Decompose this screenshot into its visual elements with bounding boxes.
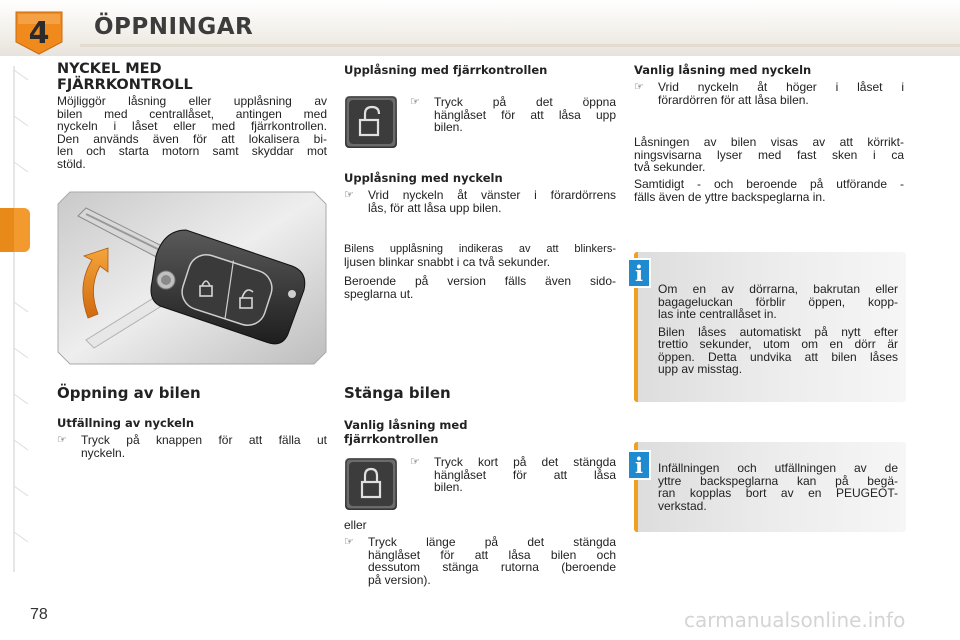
mirror-unfold-paragraph (344, 275, 616, 300)
intro-line: len och starta motorn samt skyddar mot (57, 144, 327, 158)
info-line: trettio sekunder, utom om en dörr är (658, 337, 898, 351)
lock-indication-paragraph (634, 136, 904, 174)
para-line: Låsningen av bilen visas av att körrikt- (634, 135, 904, 149)
lock-key-bullet (634, 81, 904, 106)
chapter-side-tabs[interactable] (0, 66, 30, 572)
bullet-line: Tryck kort på det stängda (434, 455, 616, 469)
info-line: yttre backspeglarna kan på begä- (658, 473, 898, 488)
bullet-line: Vrid nyckeln åt vänster i förardörrens (368, 188, 616, 202)
unlock-remote-bullet (410, 96, 616, 134)
key-illustration (56, 190, 328, 366)
bullet-line: Tryck på knappen för att fälla ut (81, 433, 327, 447)
unlock-remote-heading: Upplåsning med fjärrkontrollen (344, 63, 548, 77)
pointing-hand-icon: ☞ (634, 81, 644, 93)
info-line: Om en av dörrarna, bakrutan eller (658, 282, 898, 296)
para-line: Beroende på version fälls även sido- (344, 274, 616, 288)
para-line: Bilens upplåsning indikeras av att blinkers- (344, 243, 616, 255)
info-line: bagageluckan förblir öppen, kopp- (658, 294, 898, 309)
key-title-line1: NYCKEL MED (57, 61, 162, 77)
info-line: öppen. Detta undvika att bilen låses (658, 349, 898, 364)
or-text: eller (344, 518, 367, 532)
bullet-line: dessutom stänga rutorna (beroende (368, 560, 616, 574)
para-line: två sekunder. (634, 160, 706, 174)
intro-paragraph (57, 95, 327, 170)
intro-line: stöld. (57, 156, 86, 171)
unlock-indication-paragraph (344, 243, 616, 268)
pointing-hand-icon: ☞ (410, 456, 420, 468)
bullet-line: lås, för att låsa upp bilen. (368, 200, 502, 215)
info-line: ran kopplas bort av en PEUGEOT- (658, 486, 898, 500)
chapter-badge (14, 10, 64, 56)
info-line: Bilen låses automatiskt på nytt efter (658, 324, 898, 339)
lock-remote-bullet (410, 456, 616, 494)
bullet-line: bilen. (434, 480, 463, 494)
bullet-line: Vrid nyckeln åt höger i låset i (658, 80, 904, 94)
pointing-hand-icon: ☞ (410, 96, 420, 108)
bullet-line: på version). (368, 572, 431, 587)
info-box-2-text (658, 462, 898, 512)
chapter-number: 4 (28, 16, 50, 51)
lock-car-heading: Stänga bilen (344, 384, 451, 402)
fold-out-key-heading: Utfällning av nyckeln (57, 416, 195, 430)
bullet-line: förardörren för att låsa bilen. (658, 92, 809, 107)
bullet-line: hänglåset för att låsa (434, 467, 616, 482)
para-line: Samtidigt - och beroende på utförande - (634, 177, 904, 191)
lock-remote-heading-line2: fjärrkontrollen (344, 432, 439, 446)
para-line: ningsvisarna lyser med fast sken i ca (634, 147, 904, 162)
para-line: fälls även de yttre backspeglarna in. (634, 189, 826, 204)
key-title-line2: FJÄRRKONTROLL (57, 77, 193, 93)
intro-line: bilen med centrallåset, antingen med (57, 106, 327, 121)
page-number: 78 (30, 606, 48, 623)
bullet-line: bilen. (434, 120, 463, 134)
closed-padlock-icon (345, 458, 397, 510)
bullet-line: Tryck länge på det stängda (368, 535, 616, 549)
header-rule (80, 44, 960, 47)
mirror-fold-paragraph (634, 178, 904, 203)
unlock-key-heading: Upplåsning med nyckeln (344, 171, 503, 185)
lock-key-heading: Vanlig låsning med nyckeln (634, 63, 812, 77)
pointing-hand-icon: ☞ (344, 189, 354, 201)
lock-remote-heading-line1: Vanlig låsning med (344, 418, 468, 432)
chapter-title: ÖPPNINGAR (94, 14, 254, 40)
intro-line: Möjliggör låsning eller upplåsning av (57, 94, 327, 108)
bullet-line: hänglåset för att låsa upp (434, 107, 616, 122)
open-padlock-icon (345, 96, 397, 148)
intro-line: nyckeln i låset eller med fjärrkontrollen. (57, 119, 327, 133)
fold-out-bullet (57, 434, 327, 459)
info-box-1-text (658, 283, 898, 376)
info-line: las inte centrallåset in. (658, 307, 777, 321)
watermark: carmanualsonline.info (684, 608, 906, 632)
bullet-line: hänglåset för att låsa bilen och (368, 547, 616, 562)
info-line: Infällningen och utfällningen av de (658, 461, 898, 475)
intro-line: Den används även för att lokalisera bi- (57, 131, 327, 146)
unlock-key-bullet (344, 189, 616, 214)
para-line: ljusen blinkar snabbt i ca två sekunder. (344, 254, 551, 269)
para-line: speglarna ut. (344, 286, 414, 301)
bullet-line: nyckeln. (81, 445, 126, 460)
open-car-heading: Öppning av bilen (57, 384, 201, 402)
bullet-line: Tryck på det öppna (434, 95, 616, 109)
pointing-hand-icon: ☞ (344, 536, 354, 548)
info-line: verkstad. (658, 498, 707, 513)
info-line: upp av misstag. (658, 362, 743, 376)
lock-long-press-bullet (344, 536, 616, 586)
info-icon: i (627, 258, 651, 288)
info-icon: i (627, 450, 651, 480)
pointing-hand-icon: ☞ (57, 434, 67, 446)
